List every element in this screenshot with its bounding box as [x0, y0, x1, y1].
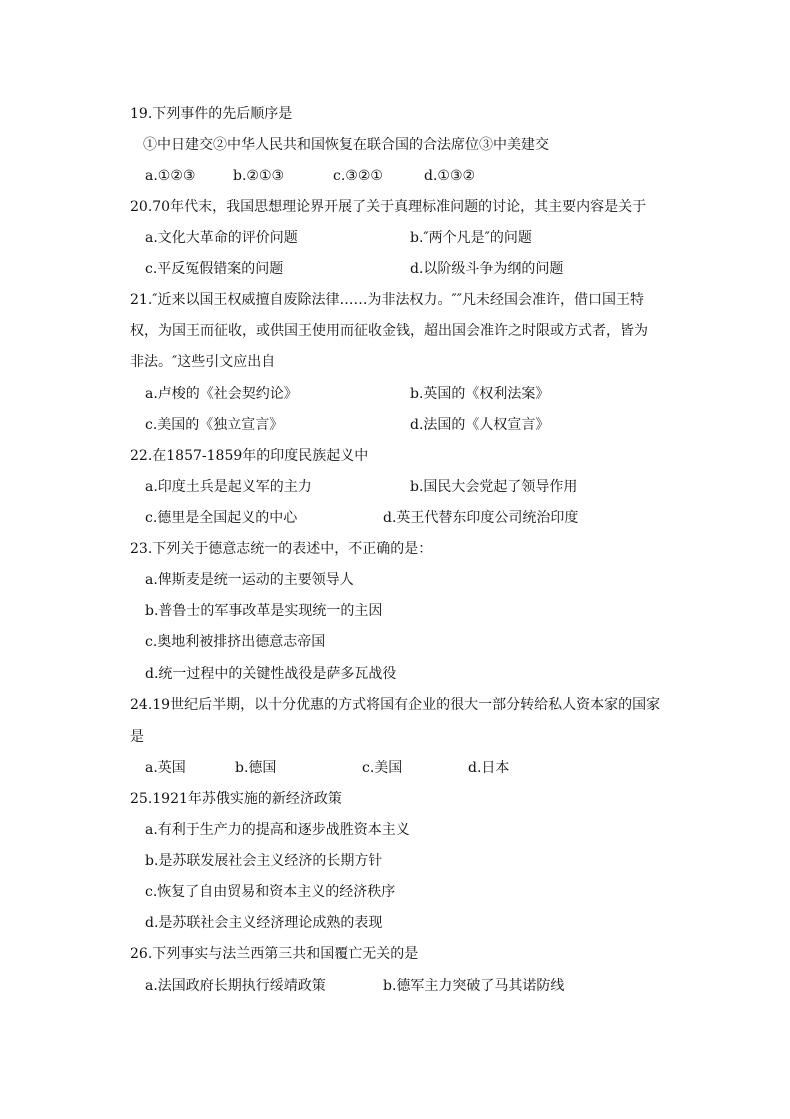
question-21-stem-line-1: 21.″近来以国王权威擅自废除法律……为非法权力。″″凡未经国会准许，借口国王特: [130, 292, 644, 308]
question-20-option-a: a.文化大革命的评价问题: [145, 230, 298, 246]
question-19-option-d: d.①③②: [424, 168, 476, 184]
question-22-option-c: c.德里是全国起义的中心: [145, 510, 298, 526]
question-24-option-b: b.德国: [235, 760, 277, 776]
question-25-stem: 25.1921年苏俄实施的新经济政策: [130, 791, 342, 807]
question-19-stem: 19.下列事件的先后顺序是: [130, 106, 293, 122]
question-24-option-d: d.日本: [468, 760, 510, 776]
question-19-option-a: a.①②③: [145, 168, 196, 184]
question-23-option-b: b.普鲁士的军事改革是实现统一的主因: [145, 603, 383, 619]
question-23-option-a: a.俾斯麦是统一运动的主要领导人: [145, 572, 354, 588]
question-19-option-b: b.②①③: [233, 168, 285, 184]
question-19-option-c: c.③②①: [333, 168, 383, 184]
question-25-option-b: b.是苏联发展社会主义经济的长期方针: [145, 853, 383, 869]
question-26-option-a: a.法国政府长期执行绥靖政策: [145, 978, 326, 994]
question-24-stem-line-2: 是: [130, 729, 144, 745]
question-21-stem-line-2: 权，为国王而征收，或供国王使用而征收金钱，超出国会准许之时限或方式者，皆为: [130, 323, 648, 339]
question-21-option-b: b.英国的《权利法案》: [410, 386, 550, 402]
question-20-stem: 20.70年代末，我国思想理论界开展了关于真理标准问题的讨论，其主要内容是关于: [130, 199, 647, 215]
question-22-stem: 22.在1857-1859年的印度民族起义中: [130, 448, 369, 464]
question-23-option-d: d.统一过程中的关键性战役是萨多瓦战役: [145, 666, 397, 682]
question-24-stem-line-1: 24.19世纪后半期，以十分优惠的方式将国有企业的很大一部分转给私人资本家的国家: [130, 697, 661, 713]
question-24-option-a: a.英国: [145, 760, 186, 776]
question-21-option-a: a.卢梭的《社会契约论》: [145, 386, 298, 402]
question-26-option-b: b.德军主力突破了马其诺防线: [383, 978, 565, 994]
question-22-option-d: d.英王代替东印度公司统治印度: [383, 510, 579, 526]
question-22-option-b: b.国民大会党起了领导作用: [410, 479, 578, 495]
question-23-option-c: c.奥地利被排挤出德意志帝国: [145, 634, 326, 650]
question-25-option-c: c.恢复了自由贸易和资本主义的经济秩序: [145, 884, 396, 900]
question-25-option-a: a.有利于生产力的提高和逐步战胜资本主义: [145, 822, 410, 838]
question-21-option-c: c.美国的《独立宣言》: [145, 417, 284, 433]
question-22-option-a: a.印度土兵是起义军的主力: [145, 479, 312, 495]
question-23-stem: 23.下列关于德意志统一的表述中，不正确的是：: [130, 541, 433, 557]
question-24-option-c: c.美国: [362, 760, 403, 776]
question-25-option-d: d.是苏联社会主义经济理论成熟的表现: [145, 915, 383, 931]
question-20-option-c: c.平反冤假错案的问题: [145, 261, 284, 277]
question-20-option-d: d.以阶级斗争为纲的问题: [410, 261, 564, 277]
question-19-events: ①中日建交②中华人民共和国恢复在联合国的合法席位③中美建交: [143, 137, 549, 153]
question-21-stem-line-3: 非法。″这些引文应出自: [130, 354, 276, 370]
question-20-option-b: b.″两个凡是″的问题: [410, 230, 532, 246]
question-21-option-d: d.法国的《人权宣言》: [410, 417, 550, 433]
question-26-stem: 26.下列事实与法兰西第三共和国覆亡无关的是: [130, 946, 419, 962]
